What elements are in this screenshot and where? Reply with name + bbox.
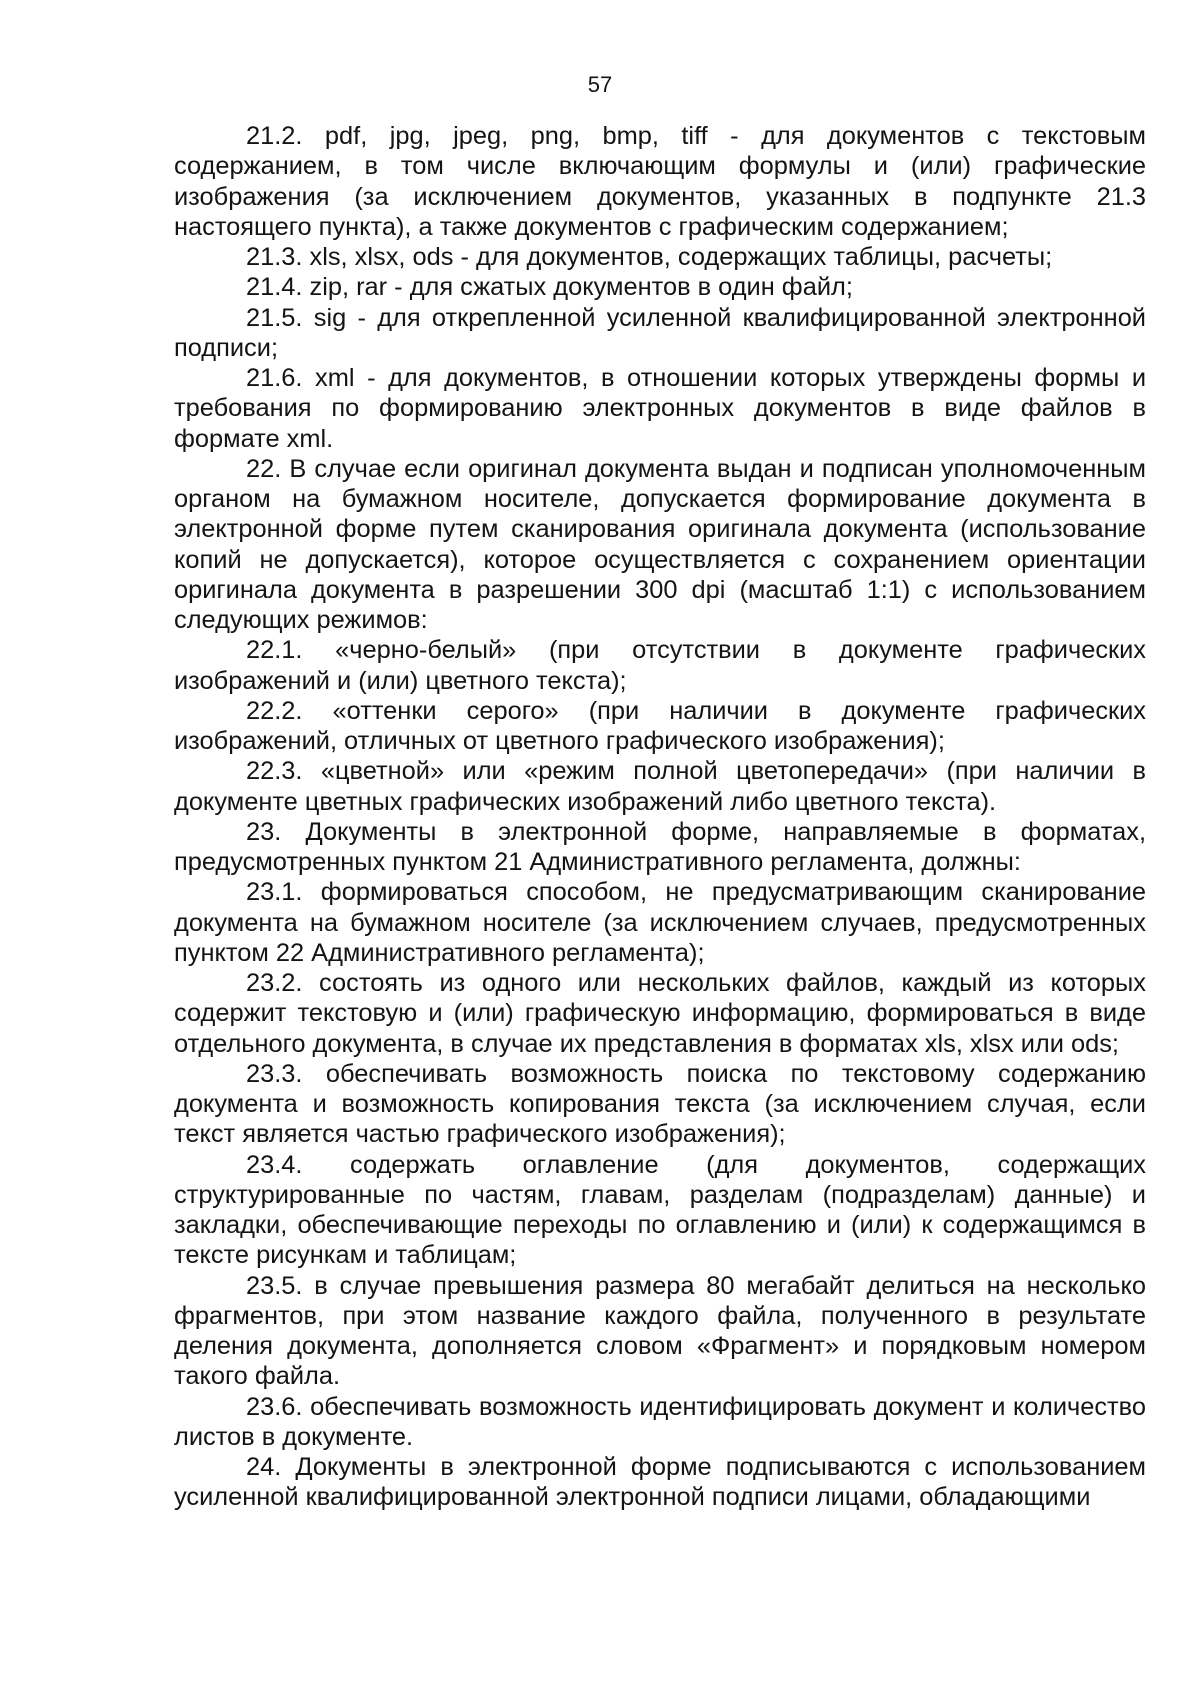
paragraph-23-5: 23.5. в случае превышения размера 80 мегабайт делиться на несколько фрагментов, при этом название каждого файла, полученного в результате деления документа, дополняется словом «Фрагмент» и порядковым номером такого файла. [174, 1271, 1146, 1391]
paragraph-23-2: 23.2. состоять из одного или нескольких файлов, каждый из которых содержит текстовую и (или) графическую информацию, формироваться в виде отдельного документа, в случае их представления в форматах xls, xlsx или ods; [174, 969, 1146, 1058]
paragraph-22-2: 22.2. «оттенки серого» (при наличии в документе графических изображений, отличных от цветного графического изображения); [174, 696, 1146, 755]
document-body [174, 121, 1146, 1513]
page-number: 57 [587, 72, 613, 97]
paragraph-21-3: 21.3. xls, xlsx, ods - для документов, содержащих таблицы, расчеты; [246, 243, 1053, 271]
paragraph-23-6: 23.6. обеспечивать возможность идентифицировать документ и количество листов в документе. [174, 1392, 1146, 1451]
paragraph-21-2: 21.2. pdf, jpg, jpeg, png, bmp, tiff - для документов с текстовым содержанием, в том числе включающим формулы и (или) графические изображения (за исключением документов, указанных в подпункте 21.3 настоящего пункта), а также документов с графическим содержанием; [174, 122, 1146, 241]
paragraph-21-6: 21.6. xml - для документов, в отношении которых утверждены формы и требования по формированию электронных документов в виде файлов в формате xml. [174, 364, 1146, 453]
paragraph-22: 22. В случае если оригинал документа выдан и подписан уполномоченным органом на бумажном носителе, допускается формирование документа в электронной форме путем сканирования оригинала документа (использование копий не допускается), которое осуществляется с сохранением ориентации оригинала документа в разрешении 300 dpi (масштаб 1:1) с использованием следующих режимов: [174, 454, 1146, 634]
paragraph-23-3: 23.3. обеспечивать возможность поиска по текстовому содержанию документа и возможность копирования текста (за исключением случая, если текст является частью графического изображения); [174, 1059, 1146, 1149]
paragraph-24: 24. Документы в электронной форме подписываются с использованием усиленной квалифицированной электронной подписи лицами, обладающими [174, 1453, 1146, 1512]
paragraph-22-1: 22.1. «черно-белый» (при отсутствии в документе графических изображений и (или) цветного текста); [174, 636, 1146, 695]
paragraph-23-4: 23.4. содержать оглавление (для документов, содержащих структурированные по частям, главам, разделам (подразделам) данные) и закладки, обеспечивающие переходы по оглавлению и (или) к содержащимся в тексте рисункам и таблицам; [174, 1150, 1146, 1270]
paragraph-21-5: 21.5. sig - для открепленной усиленной квалифицированной электронной подписи; [174, 303, 1146, 362]
paragraph-23-1: 23.1. формироваться способом, не предусматривающим сканирование документа на бумажном носителе (за исключением случаев, предусмотренных пунктом 22 Административного регламента); [174, 878, 1146, 967]
paragraph-23: 23. Документы в электронной форме, направляемые в форматах, предусмотренных пунктом 21 Административного регламента, должны: [174, 817, 1146, 876]
paragraph-22-3: 22.3. «цветной» или «режим полной цветопередачи» (при наличии в документе цветных графических изображений либо цветного текста). [174, 757, 1146, 816]
paragraph-21-4: 21.4. zip, rar - для сжатых документов в один файл; [246, 273, 853, 302]
